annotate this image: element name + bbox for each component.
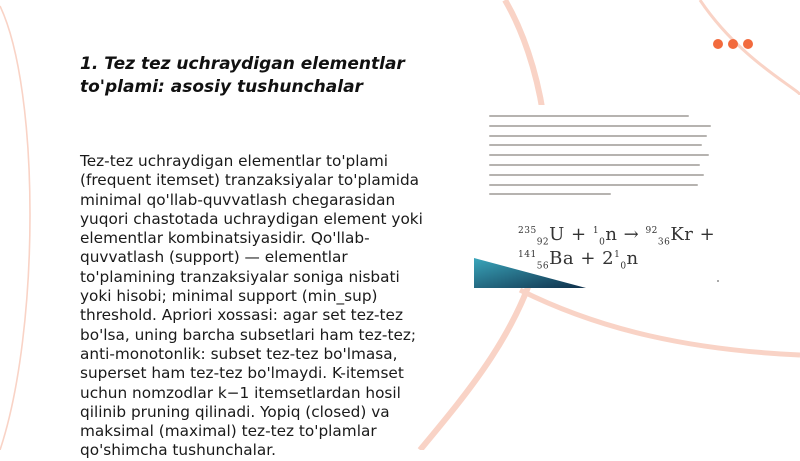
teal-wedge-decoration	[474, 105, 720, 288]
slide-body-text: Tez-tez uchraydigan elementlar to'plami (frequent itemset) tranzaksiyalar to'plamida minimal qo'llab-quvvatlash chegarasidan yuqori chastotada uchraydigan element yoki elementlar kombinatsiyasidir. Qo'llab-quvvatlash (support) — elementlar to'plamining tranzaksiyalar soniga nisbati yoki hisobi; minimal support (min_sup) threshold. Apriori xossasi: agar set tez-tez bo'lsa, uning barcha subsetlari ham tez-tez; anti-monotonlik: subset tez-tez bo'lmasa, superset ham tez-tez bo'lmaydi. K-itemset uchun nomzodlar k−1 itemsetlardan hosil qilinib pruning qilinadi. Yopiq (closed) va maksimal (maximal) tez-tez to'plamlar qo'shimcha tushunchalar.	[80, 152, 423, 460]
dot-icon	[713, 39, 723, 49]
dot-icon	[728, 39, 738, 49]
menu-dots-icon[interactable]	[713, 39, 753, 49]
nuclear-fission-equation-image: $^{235}_{92}U + ^1_0n \to ^{92}_{36}Kr + ^{141}_{56}Ba + 2^1_0n$	[518, 224, 716, 272]
slide-title: 1. Tez tez uchraydigan elementlar to'plami: asosiy tushunchalar	[80, 54, 405, 97]
dot-icon	[743, 39, 753, 49]
scanned-document-image	[474, 105, 720, 288]
